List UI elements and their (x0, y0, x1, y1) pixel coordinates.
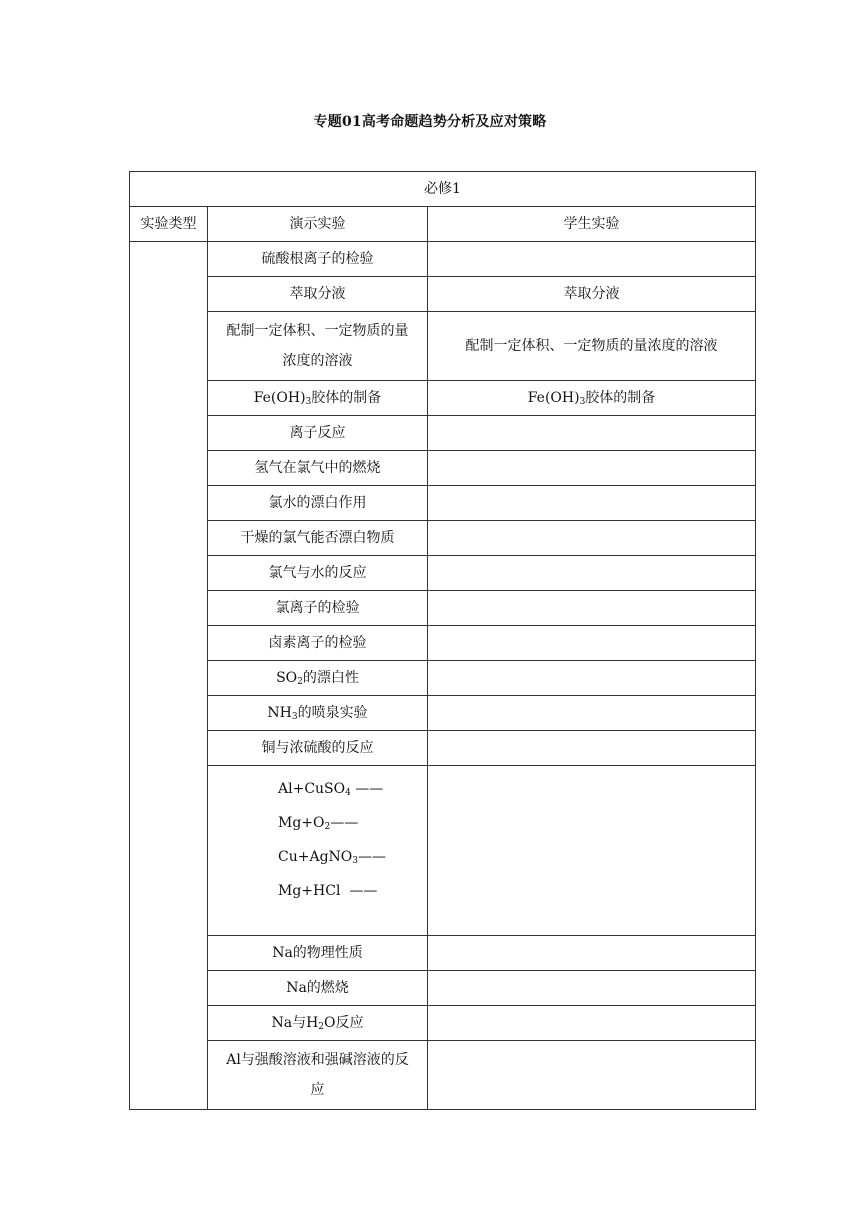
demo-cell: 铜与浓硫酸的反应 (208, 731, 428, 766)
table-row (130, 766, 756, 936)
demo-cell (208, 661, 428, 696)
student-cell (428, 381, 756, 416)
table-row (130, 626, 756, 661)
type-cell (130, 242, 208, 1110)
text: —— (330, 815, 359, 831)
text: Mg+O (278, 815, 325, 831)
demo-cell: 干燥的氯气能否漂白物质 (208, 521, 428, 556)
subscript: 3 (291, 712, 298, 722)
text: 胶体的制备 (585, 390, 656, 406)
subscript: 3 (579, 397, 586, 407)
table-row (130, 486, 756, 521)
subscript: 3 (305, 397, 312, 407)
subscript: 2 (297, 677, 303, 687)
table-row (130, 1006, 756, 1041)
text: —— (358, 849, 386, 865)
demo-cell (208, 1006, 428, 1041)
table-row (130, 381, 756, 416)
text: 的喷泉实验 (297, 705, 368, 721)
demo-line: Al与强酸溶液和强碱溶液的反 (226, 1052, 409, 1068)
text: —— (350, 781, 384, 797)
table-row (130, 591, 756, 626)
demo-cell: 氯离子的检验 (208, 591, 428, 626)
demo-cell (208, 696, 428, 731)
student-cell (428, 556, 756, 591)
student-cell (428, 731, 756, 766)
demo-cell: Na的物理性质 (208, 936, 428, 971)
demo-cell (208, 1041, 428, 1110)
student-cell (428, 242, 756, 277)
text: Fe(OH) (527, 390, 580, 406)
reaction-line (278, 840, 427, 874)
student-cell (428, 766, 756, 936)
reactions-cell (208, 766, 428, 936)
section-row (130, 172, 756, 207)
demo-cell: 离子反应 (208, 416, 428, 451)
reaction-line (278, 772, 427, 806)
student-cell: 配制一定体积、一定物质的量浓度的溶液 (428, 312, 756, 381)
subscript: 3 (352, 856, 358, 866)
table-row (130, 936, 756, 971)
demo-cell: 氯气与水的反应 (208, 556, 428, 591)
table-row (130, 451, 756, 486)
col-header-type: 实验类型 (130, 207, 208, 242)
table-row (130, 521, 756, 556)
student-cell (428, 1041, 756, 1110)
demo-cell: 硫酸根离子的检验 (208, 242, 428, 277)
demo-line: 浓度的溶液 (282, 353, 353, 369)
demo-cell: 萃取分液 (208, 277, 428, 312)
table-row (130, 312, 756, 381)
student-cell (428, 626, 756, 661)
text: 的漂白性 (302, 670, 359, 686)
table-row (130, 1041, 756, 1110)
demo-cell: 氢气在氯气中的燃烧 (208, 451, 428, 486)
table-row (130, 696, 756, 731)
student-cell (428, 971, 756, 1006)
header-row (130, 207, 756, 242)
table-row (130, 971, 756, 1006)
text: O反应 (324, 1015, 364, 1031)
subscript: 2 (324, 822, 331, 832)
student-cell (428, 591, 756, 626)
demo-line: 应 (310, 1082, 325, 1098)
text: Fe(OH) (253, 390, 306, 406)
demo-cell (208, 312, 428, 381)
reaction-line (278, 806, 427, 840)
demo-cell: 卤素离子的检验 (208, 626, 428, 661)
student-cell (428, 521, 756, 556)
table-row (130, 242, 756, 277)
table-row (130, 661, 756, 696)
experiment-table (129, 171, 756, 1110)
text: Cu+AgNO (278, 849, 353, 865)
text: 胶体的制备 (311, 390, 382, 406)
demo-cell (208, 381, 428, 416)
text: Na与H (271, 1015, 319, 1031)
table-row (130, 731, 756, 766)
student-cell (428, 936, 756, 971)
table-row (130, 277, 756, 312)
col-header-demo: 演示实验 (208, 207, 428, 242)
text: NH (267, 705, 292, 721)
demo-line: 配制一定体积、一定物质的量 (226, 323, 409, 339)
text: Al+CuSO (278, 781, 346, 797)
table-row (130, 416, 756, 451)
subscript: 4 (345, 788, 351, 798)
demo-cell: Na的燃烧 (208, 971, 428, 1006)
student-cell (428, 696, 756, 731)
text: SO (276, 670, 298, 686)
reaction-line: Mg+HCl —— (278, 883, 378, 899)
page-title: 专题01高考命题趋势分析及应对策略 (313, 114, 547, 130)
subscript: 2 (318, 1022, 325, 1032)
demo-cell: 氯水的漂白作用 (208, 486, 428, 521)
student-cell: 萃取分液 (428, 277, 756, 312)
col-header-student: 学生实验 (428, 207, 756, 242)
section-header: 必修1 (130, 172, 756, 207)
student-cell (428, 416, 756, 451)
student-cell (428, 486, 756, 521)
student-cell (428, 451, 756, 486)
student-cell (428, 661, 756, 696)
student-cell (428, 1006, 756, 1041)
table-row (130, 556, 756, 591)
